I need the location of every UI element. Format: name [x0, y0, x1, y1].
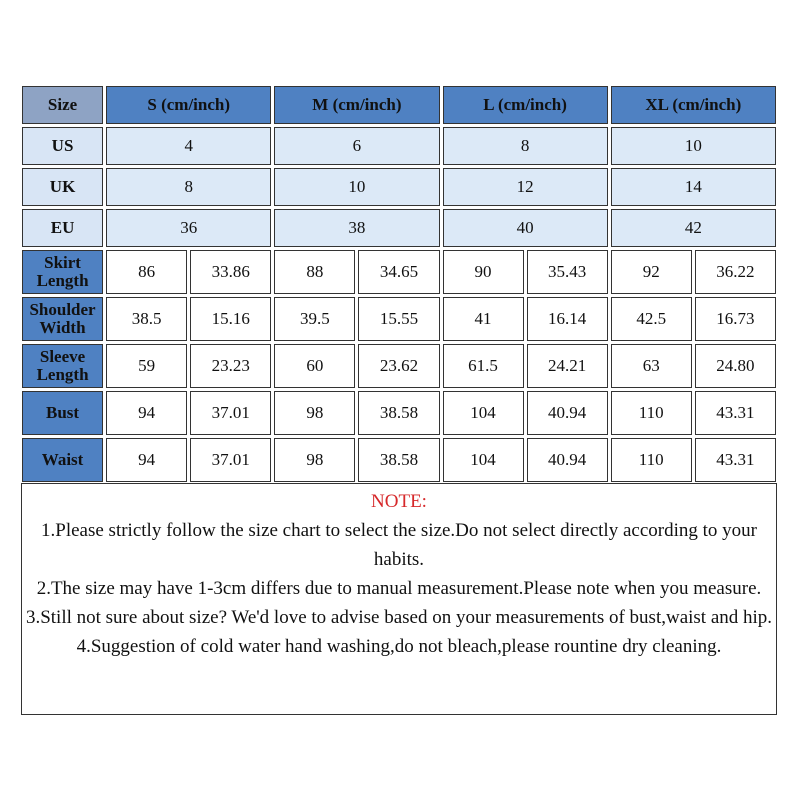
size-table: [19, 83, 779, 485]
row-label-waist: Waist: [22, 438, 103, 482]
note-item-1: 1.Please strictly follow the size chart to select the size.Do not select directly according to your habits.: [41, 520, 757, 570]
table-cell: 23.23: [190, 344, 271, 388]
table-row: [22, 250, 776, 294]
row-label-eu: EU: [22, 209, 103, 247]
table-cell: 15.55: [358, 297, 439, 341]
table-cell: 42.5: [611, 297, 692, 341]
table-cell: 15.16: [190, 297, 271, 341]
table-cell: 63: [611, 344, 692, 388]
table-cell: 90: [443, 250, 524, 294]
table-cell: 24.80: [695, 344, 776, 388]
table-cell: 37.01: [190, 438, 271, 482]
note-item-2: 2.The size may have 1-3cm differs due to manual measurement.Please note when you measure.: [36, 578, 762, 599]
size-chart: [21, 83, 778, 485]
column-header-l: L (cm/inch): [443, 86, 608, 124]
table-cell: 98: [274, 438, 355, 482]
notes-box: [21, 483, 777, 715]
table-cell: 36: [106, 209, 271, 247]
note-item-4: 4.Suggestion of cold water hand washing,do not bleach,please rountine dry cleaning.: [76, 636, 722, 657]
table-cell: 94: [106, 391, 187, 435]
table-cell: 24.21: [527, 344, 608, 388]
table-cell: 36.22: [695, 250, 776, 294]
table-row: [22, 168, 776, 206]
table-cell: 38: [274, 209, 439, 247]
table-cell: 16.73: [695, 297, 776, 341]
column-header-m: M (cm/inch): [274, 86, 439, 124]
row-label-bust: Bust: [22, 391, 103, 435]
table-cell: 104: [443, 438, 524, 482]
row-label-skirt-length: Skirt Length: [22, 250, 103, 294]
table-cell: 92: [611, 250, 692, 294]
table-cell: 33.86: [190, 250, 271, 294]
table-row: [22, 391, 776, 435]
table-cell: 94: [106, 438, 187, 482]
table-cell: 14: [611, 168, 776, 206]
row-label-sleeve-length: Sleeve Length: [22, 344, 103, 388]
table-cell: 110: [611, 438, 692, 482]
table-cell: 104: [443, 391, 524, 435]
table-row: [22, 297, 776, 341]
table-cell: 43.31: [695, 438, 776, 482]
row-label-shoulder-width: Shoulder Width: [22, 297, 103, 341]
table-cell: 10: [274, 168, 439, 206]
table-cell: 61.5: [443, 344, 524, 388]
table-cell: 59: [106, 344, 187, 388]
table-cell: 41: [443, 297, 524, 341]
column-header-xl: XL (cm/inch): [611, 86, 776, 124]
table-cell: 39.5: [274, 297, 355, 341]
table-cell: 110: [611, 391, 692, 435]
table-cell: 86: [106, 250, 187, 294]
table-cell: 40.94: [527, 391, 608, 435]
table-cell: 42: [611, 209, 776, 247]
table-cell: 8: [106, 168, 271, 206]
table-cell: 23.62: [358, 344, 439, 388]
table-cell: 35.43: [527, 250, 608, 294]
table-row: [22, 209, 776, 247]
table-cell: 40.94: [527, 438, 608, 482]
row-label-us: US: [22, 127, 103, 165]
table-cell: 10: [611, 127, 776, 165]
size-header: Size: [22, 86, 103, 124]
note-item-3: 3.Still not sure about size? We'd love to advise based on your measurements of bust,waist and hip.: [25, 607, 773, 628]
table-cell: 12: [443, 168, 608, 206]
table-cell: 88: [274, 250, 355, 294]
column-header-s: S (cm/inch): [106, 86, 271, 124]
table-cell: 6: [274, 127, 439, 165]
table-cell: 40: [443, 209, 608, 247]
table-cell: 16.14: [527, 297, 608, 341]
table-cell: 8: [443, 127, 608, 165]
table-row: [22, 127, 776, 165]
table-row: [22, 438, 776, 482]
table-row: [22, 344, 776, 388]
table-cell: 38.58: [358, 438, 439, 482]
table-cell: 98: [274, 391, 355, 435]
table-cell: 43.31: [695, 391, 776, 435]
table-cell: 38.58: [358, 391, 439, 435]
table-cell: 37.01: [190, 391, 271, 435]
table-cell: 34.65: [358, 250, 439, 294]
row-label-uk: UK: [22, 168, 103, 206]
table-cell: 38.5: [106, 297, 187, 341]
table-cell: 4: [106, 127, 271, 165]
notes-title: NOTE:: [371, 491, 427, 512]
table-cell: 60: [274, 344, 355, 388]
